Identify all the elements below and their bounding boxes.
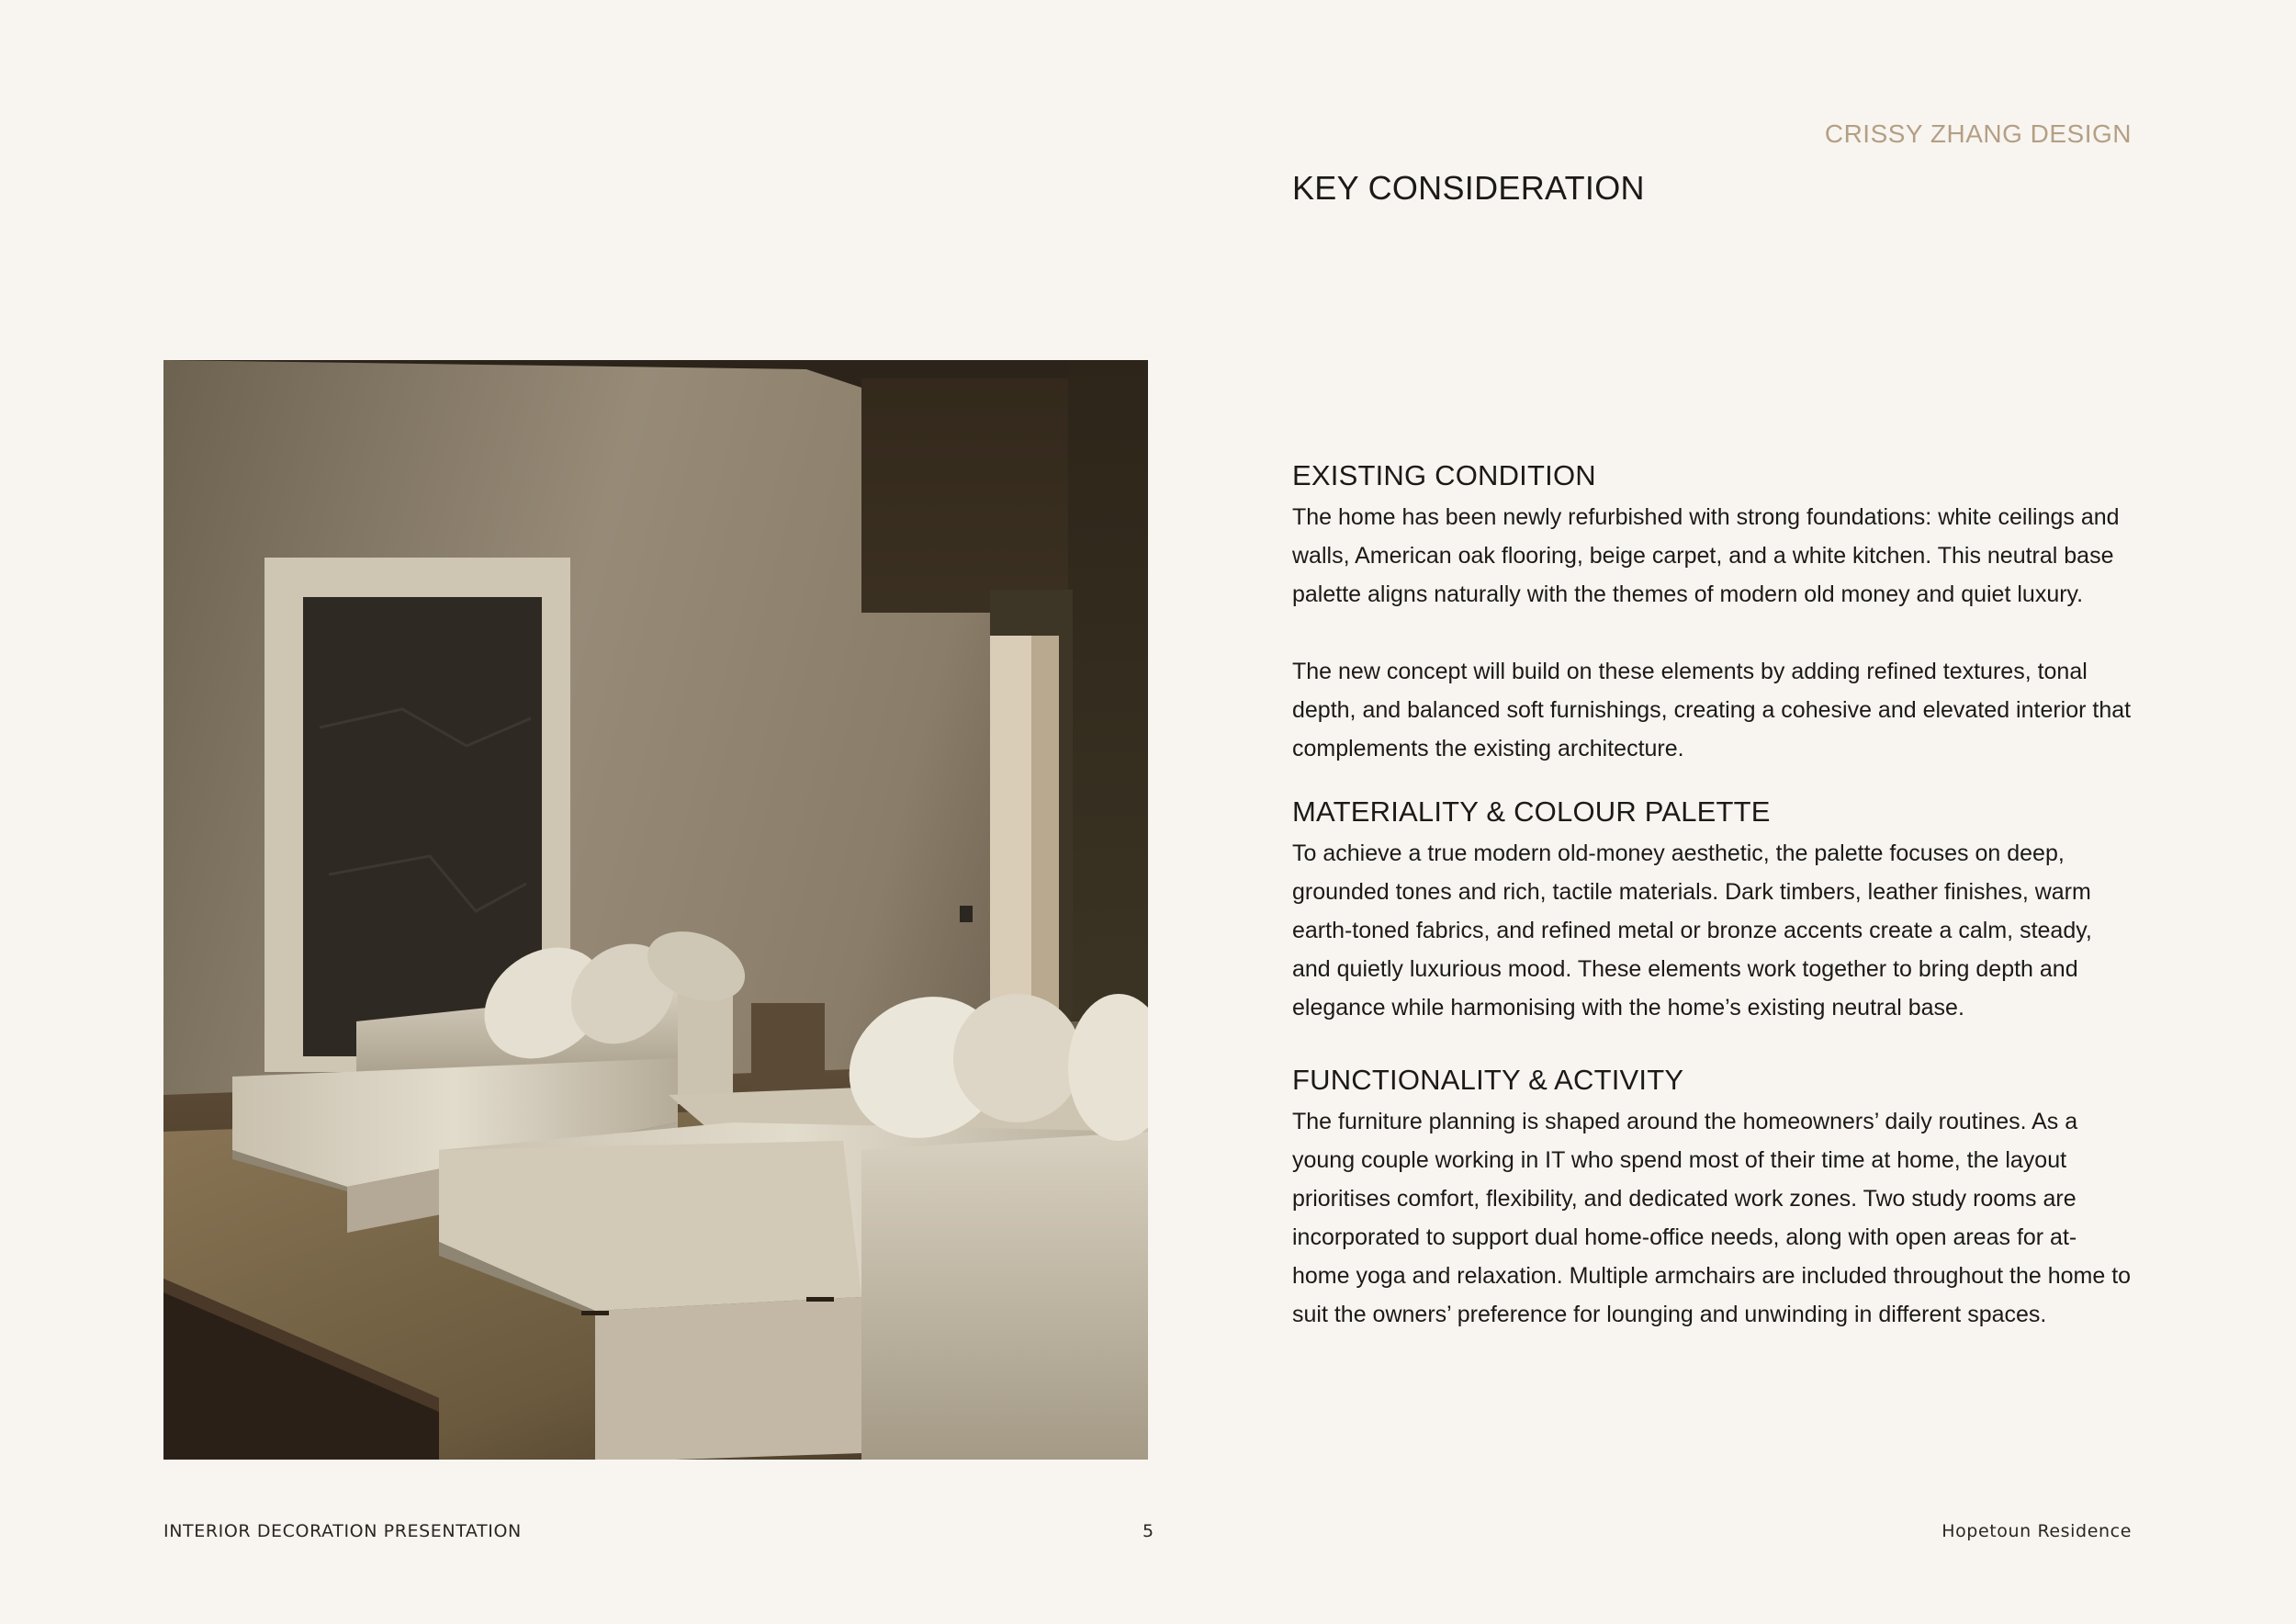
section-materiality-colour-palette bbox=[1292, 795, 2133, 1027]
section-paragraph: The furniture planning is shaped around the homeowners’ daily routines. As a young couple working in IT who spend most of their time at home, the layout prioritises comfort, flexibility, and dedicated work zones. Two study rooms are incorporated to support dual home-office needs, along with open areas for at-home yoga and relaxation. Multiple armchairs are included throughout the home to suit the owners’ preference for lounging and unwinding in different spaces. bbox=[1292, 1109, 2132, 1327]
section-heading: MATERIALITY & COLOUR PALETTE bbox=[1292, 795, 1771, 828]
section-heading: EXISTING CONDITION bbox=[1292, 459, 1596, 491]
section-paragraph: To achieve a true modern old-money aesthetic, the palette focuses on deep, grounded tones and rich, tactile materials. Dark timbers, leather finishes, warm earth-toned fabrics, and refined metal or bronze accents create a calm, steady, and quietly luxurious mood. These elements work together to bring depth and elegance while harmonising with the home’s existing neutral base. bbox=[1292, 840, 2092, 1021]
section-functionality-activity bbox=[1292, 1064, 2133, 1334]
footer-presentation-title: INTERIOR DECORATION PRESENTATION bbox=[163, 1521, 522, 1541]
section-existing-condition bbox=[1292, 459, 2133, 768]
brand-name: CRISSY ZHANG DESIGN bbox=[1824, 119, 2132, 148]
page-number: 5 bbox=[1142, 1521, 1154, 1541]
footer-project-name: Hopetoun Residence bbox=[1941, 1521, 2132, 1541]
section-paragraph: The new concept will build on these elements by adding refined textures, tonal depth, and balanced soft furnishings, creating a cohesive and elevated interior that complements the existing architecture. bbox=[1292, 659, 2132, 761]
page-title: KEY CONSIDERATION bbox=[1292, 169, 1645, 207]
section-heading: FUNCTIONALITY & ACTIVITY bbox=[1292, 1064, 1684, 1096]
content-column bbox=[1292, 459, 2133, 1334]
sofa-interior-photo bbox=[163, 360, 1148, 1460]
section-paragraph: The home has been newly refurbished with strong foundations: white ceilings and walls, American oak flooring, beige carpet, and a white kitchen. This neutral base palette aligns naturally with the themes of modern old money and quiet luxury. bbox=[1292, 504, 2120, 607]
